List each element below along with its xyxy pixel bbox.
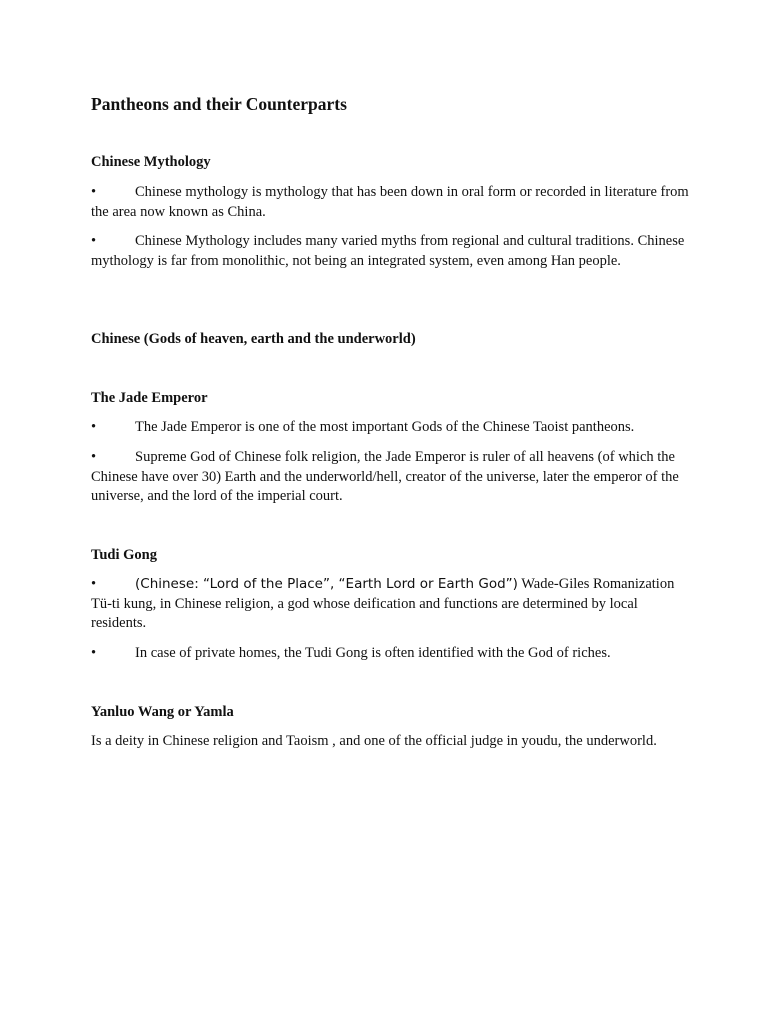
heading-tudi-gong: Tudi Gong — [91, 547, 157, 563]
bullet-text: Wade-Giles Romanization Tü-ti kung, in Chinese religion, a god whose deification and functions are determined by local residents. — [91, 576, 675, 631]
bullet-text: Chinese mythology is mythology that has been down in oral form or recorded in literature from the area now known as China. — [91, 184, 689, 220]
bullet-item-chinese-mythology-1 — [91, 183, 691, 222]
document-title: Pantheons and their Counterparts — [91, 94, 347, 114]
bullet-item-tudi-gong-2 — [91, 644, 691, 664]
bullet-item-jade-emperor-1 — [91, 418, 691, 438]
bullet-item-chinese-mythology-2 — [91, 232, 691, 271]
bullet-text: Chinese Mythology includes many varied myths from regional and cultural traditions. Chinese mythology is far from monolithic, not being an integrated system, even among Han people. — [91, 233, 685, 269]
bullet-marker: • — [91, 419, 97, 435]
heading-jade-emperor: The Jade Emperor — [91, 390, 208, 406]
bullet-marker: • — [91, 576, 97, 592]
heading-chinese-mythology: Chinese Mythology — [91, 154, 211, 170]
bullet-marker: • — [91, 184, 97, 200]
bullet-marker: • — [91, 233, 97, 249]
heading-yanluo-wang: Yanluo Wang or Yamla — [91, 704, 234, 720]
heading-gods-of-heaven-earth-underworld: Chinese (Gods of heaven, earth and the underworld) — [91, 331, 416, 347]
bullet-text: Supreme God of Chinese folk religion, the Jade Emperor is ruler of all heavens (of which the Chinese have over 30) Earth and the underworld/hell, creator of the universe, later the emperor of the universe, and the lord of the imperial court. — [91, 449, 679, 504]
paragraph-yanluo-wang: Is a deity in Chinese religion and Taoism , and one of the official judge in youdu, the underworld. — [91, 733, 657, 749]
bullet-text: In case of private homes, the Tudi Gong is often identified with the God of riches. — [135, 645, 611, 661]
bullet-item-tudi-gong-1 — [91, 575, 691, 634]
bullet-marker: • — [91, 449, 97, 465]
bullet-text: The Jade Emperor is one of the most important Gods of the Chinese Taoist pantheons. — [135, 419, 635, 435]
bullet-text-chinese-name: (Chinese: “Lord of the Place”, “Earth Lord or Earth God”) — [135, 576, 518, 592]
bullet-item-jade-emperor-2 — [91, 448, 691, 507]
bullet-marker: • — [91, 645, 97, 661]
